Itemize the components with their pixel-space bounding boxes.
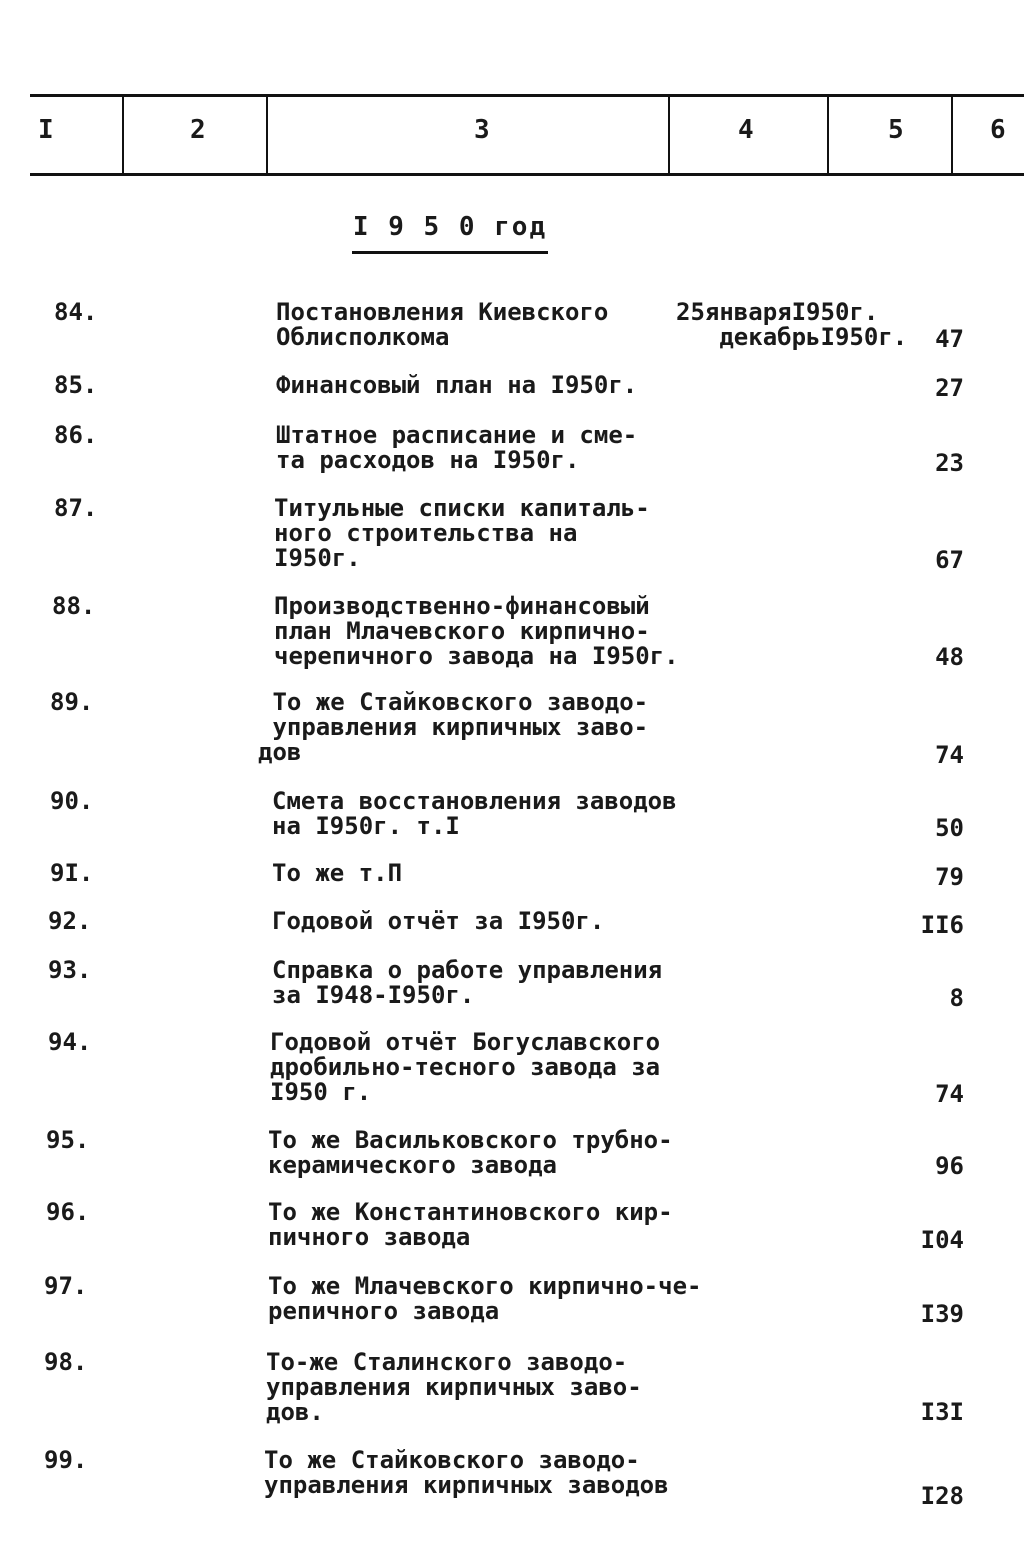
entry-number: 88. [52,592,96,620]
entry-title: Производственно-финансовый план Млачевского кирпично- черепичного завода на I950г. [274,592,679,670]
entry-sheets: 48 [935,643,964,671]
entry-sheets: 79 [935,863,964,891]
entry-number: 94. [48,1028,92,1056]
entry-number: 86. [54,421,98,449]
entry-number: 84. [54,298,98,326]
column-number-1: I [38,115,54,145]
entry-title: Постановления Киевского Облисполкома [276,298,609,351]
entry-title: Годовой отчёт за I950г. [272,907,605,935]
entry-title: То же Стайковского заводо- управления кирпичных заводов [264,1446,669,1499]
entry-title: Финансовый план на I950г. [276,371,638,399]
entry-title: То же Млачевского кирпично-че- репичного завода [268,1272,702,1325]
entry-number: 85. [54,371,98,399]
entry-sheets: II6 [920,911,964,939]
year-heading: I 9 5 0 год [352,212,548,242]
column-number-5: 5 [888,115,904,145]
entry-number: 95. [46,1126,90,1154]
entry-title: Справка о работе управления за I948-I950г. [272,956,663,1009]
entry-sheets: 27 [935,374,964,402]
entry-sheets: 67 [935,546,964,574]
entry-number: 98. [44,1348,88,1376]
entry-number: 90. [50,787,94,815]
column-header-table [30,94,1024,176]
entry-title: То же Васильковского трубно- керамического завода [268,1126,673,1179]
entry-number: 99. [44,1446,88,1474]
entry-title: Смета восстановления заводов на I950г. т.I [272,787,677,840]
entry-sheets: 74 [935,741,964,769]
entry-sheets: I3I [920,1398,964,1426]
entry-number: 9I. [50,859,94,887]
entry-title: Годовой отчёт Богуславского дробильно-тесного завода за I950 г. [270,1028,661,1106]
entry-sheets: 96 [935,1152,964,1180]
entry-title: То же Стайковского заводо- управления кирпичных заво- дов [258,688,649,766]
entry-number: 89. [50,688,94,716]
entry-dates: 25январяI950г. декабрьI950г. [676,298,908,351]
entry-number: 92. [48,907,92,935]
entry-sheets: I39 [920,1300,964,1328]
entry-sheets: 50 [935,814,964,842]
entry-sheets: 23 [935,449,964,477]
column-divider [668,97,670,173]
entry-number: 93. [48,956,92,984]
entry-sheets: 8 [949,984,964,1012]
entry-title: Титульные списки капиталь- ного строительства на I950г. [274,494,650,572]
entry-number: 97. [44,1272,88,1300]
entry-sheets: 74 [935,1080,964,1108]
entry-sheets: I04 [920,1226,964,1254]
entry-sheets: 47 [935,325,964,353]
column-divider [827,97,829,173]
column-divider [122,97,124,173]
entry-title: То-же Сталинского заводо- управления кирпичных заво- дов. [266,1348,642,1426]
entry-number: 87. [54,494,98,522]
column-number-3: 3 [474,115,490,145]
column-number-2: 2 [190,115,206,145]
column-divider [951,97,953,173]
entry-number: 96. [46,1198,90,1226]
column-number-4: 4 [738,115,754,145]
column-divider [266,97,268,173]
entry-sheets: I28 [920,1482,964,1510]
entry-title: То же Константиновского кир- пичного завода [268,1198,673,1251]
year-underline [352,251,548,254]
column-number-6: 6 [990,115,1006,145]
entry-title: Штатное расписание и сме- та расходов на I950г. [276,421,638,474]
entry-title: То же т.П [272,859,403,887]
